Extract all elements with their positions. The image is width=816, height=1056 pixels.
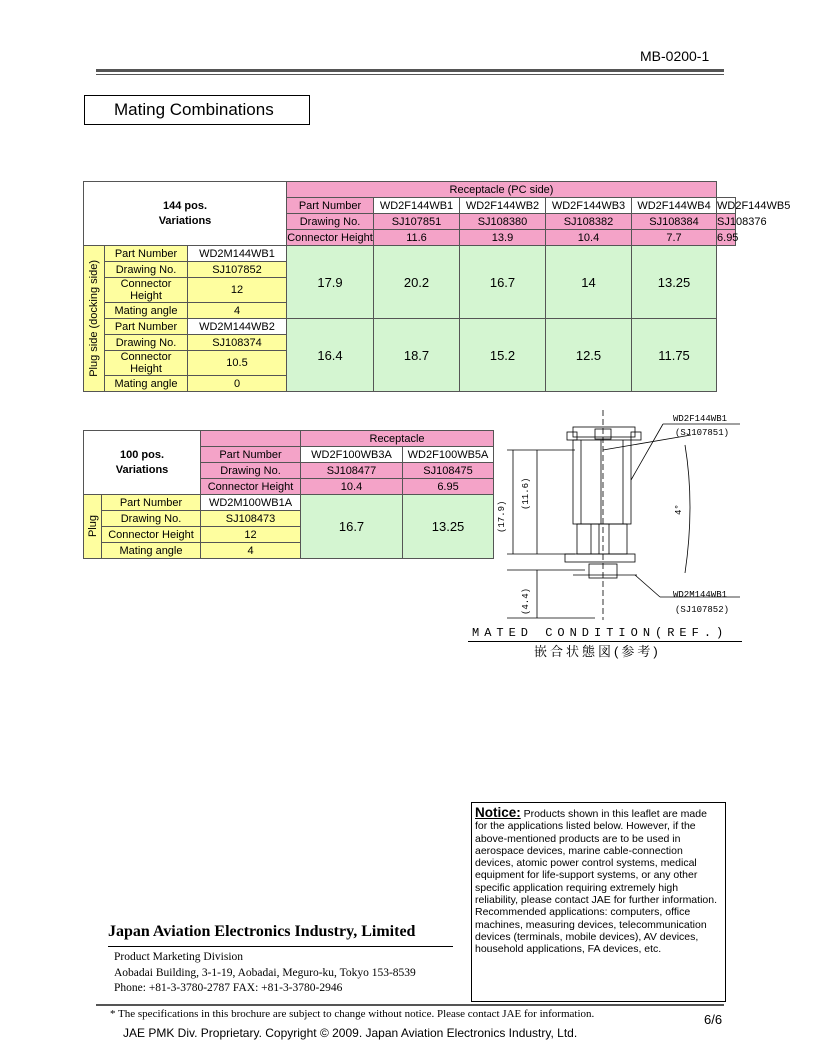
- receptacle-height: 10.4: [301, 479, 403, 495]
- top-drawing-label: (SJ107851): [675, 428, 730, 438]
- angle-arc: [685, 445, 690, 573]
- receptacle-drawing-no: SJ108475: [403, 463, 494, 479]
- plug-row-label: Part Number: [105, 246, 188, 262]
- plug-drawing-no: SJ107852: [188, 262, 287, 278]
- receptacle-part-number: WD2F100WB5A: [403, 447, 494, 463]
- footer-rule: [96, 1004, 724, 1006]
- mated-height: 15.2: [460, 319, 546, 392]
- address: Aobadai Building, 3-1-19, Aobadai, Meguro-ku, Tokyo 153-8539: [114, 967, 416, 979]
- receptacle-height: 7.7: [632, 230, 717, 246]
- row-label-part-number: Part Number: [201, 447, 301, 463]
- plug-row-label: Drawing No.: [105, 335, 188, 351]
- plug-row-label: Drawing No.: [102, 511, 201, 527]
- company-rule: [108, 946, 453, 947]
- mating-table-144: [83, 181, 791, 392]
- plug-drawing-no: SJ108473: [201, 511, 301, 527]
- dimension-total: (17.9): [497, 500, 507, 533]
- plug-row-label: Drawing No.: [105, 262, 188, 278]
- variations-label: 100 pos. Variations: [115, 448, 169, 476]
- row-label-part-number: Part Number: [287, 198, 374, 214]
- receptacle-drawing-no: SJ108477: [301, 463, 403, 479]
- mated-height: 16.4: [287, 319, 374, 392]
- bottom-part-label: WD2M144WB1: [673, 590, 728, 600]
- variations-label: 144 pos. Variations: [158, 199, 212, 227]
- receptacle-part-number: WD2F144WB5: [717, 199, 791, 212]
- mated-height: 16.7: [460, 246, 546, 319]
- mated-caption-jp: 嵌合状態図(参考): [534, 644, 661, 659]
- header-rule: [96, 69, 724, 72]
- receptacle-flange: [567, 432, 577, 440]
- receptacle-height: 11.6: [374, 230, 460, 246]
- plug-row-label: Connector Height: [102, 527, 201, 543]
- plug-part-number: WD2M100WB1A: [201, 495, 301, 511]
- phone-fax: Phone: +81-3-3780-2787 FAX: +81-3-3780-2946: [114, 982, 343, 994]
- receptacle-height: 10.4: [546, 230, 632, 246]
- plug-height: 12: [201, 527, 301, 543]
- mating-table-100: [83, 430, 494, 559]
- mated-height: 17.9: [287, 246, 374, 319]
- row-label-connector-height: Connector Height: [287, 231, 373, 244]
- dimension-lower: (4.4): [521, 587, 531, 615]
- receptacle-header: Receptacle: [301, 431, 494, 447]
- variations-cell: [84, 431, 201, 495]
- receptacle-part-number: WD2F144WB2: [460, 198, 546, 214]
- plug-drawing-no: SJ108374: [188, 335, 287, 351]
- receptacle-drawing-no: SJ108376: [717, 215, 767, 228]
- mated-height: 11.75: [632, 319, 717, 392]
- plug-label: Plug: [86, 515, 99, 538]
- variations-cell: [84, 182, 287, 246]
- angle-label: 4°: [674, 504, 684, 515]
- plug-part-number: WD2M144WB2: [188, 319, 287, 335]
- plug-row-label: Mating angle: [102, 543, 201, 559]
- mated-height: 12.5: [546, 319, 632, 392]
- row-label-drawing-no: Drawing No.: [287, 214, 374, 230]
- receptacle-part-number: WD2F144WB1: [374, 198, 460, 214]
- receptacle-flange: [631, 432, 641, 440]
- receptacle-drawing-no: SJ108380: [460, 214, 546, 230]
- notice-heading: Notice:: [475, 805, 521, 820]
- company-name: Japan Aviation Electronics Industry, Limited: [108, 923, 416, 940]
- plug-row-label: Part Number: [102, 495, 201, 511]
- section-title: Mating Combinations: [84, 95, 310, 125]
- pcb-board: [565, 554, 635, 562]
- plug-angle: 4: [201, 543, 301, 559]
- plug-side-label-cell: [84, 246, 105, 392]
- mated-height: 16.7: [301, 495, 403, 559]
- division: Product Marketing Division: [114, 951, 244, 963]
- plug-body: [577, 524, 627, 554]
- receptacle-part-number: WD2F144WB3: [546, 198, 632, 214]
- receptacle-part-number: WD2F144WB4: [632, 198, 717, 214]
- receptacle-drawing-no: SJ107851: [374, 214, 460, 230]
- mated-condition-drawing: [495, 405, 755, 625]
- plug-label-cell: [84, 495, 102, 559]
- mated-height: 20.2: [374, 246, 460, 319]
- plug-row-label: Connector Height: [105, 278, 188, 303]
- receptacle-drawing-no: SJ108384: [632, 214, 717, 230]
- recommended-applications: Recommended applications: computers, office machines, measuring devices, telecommunication devices (terminals, mobile devices), AV devices, household applications, FA devices, etc.: [475, 906, 707, 956]
- dimension-upper: (11.6): [521, 477, 531, 510]
- mated-height: 13.25: [403, 495, 494, 559]
- receptacle-flange: [573, 427, 635, 437]
- row-label-connector-height: Connector Height: [201, 479, 301, 495]
- mated-height: 18.7: [374, 319, 460, 392]
- page-number: 6/6: [704, 1012, 723, 1027]
- plug-side-label: Plug side (docking side): [88, 260, 100, 377]
- leader-line: [635, 575, 660, 597]
- plug-row-label: Mating angle: [105, 303, 188, 319]
- top-part-label: WD2F144WB1: [673, 414, 728, 424]
- receptacle-body: [573, 440, 631, 524]
- disclaimer: * The specifications in this brochure are subject to change without notice. Please contact JAE for information.: [110, 1008, 595, 1020]
- plug-height: 12: [188, 278, 287, 303]
- mated-height: 13.25: [632, 246, 717, 319]
- plug-height: 10.5: [188, 351, 287, 376]
- receptacle-height: 6.95: [717, 231, 739, 244]
- plug-angle: 0: [188, 376, 287, 392]
- receptacle-height: 13.9: [460, 230, 546, 246]
- notice-box: [471, 802, 726, 1002]
- receptacle-part-number: WD2F100WB3A: [301, 447, 403, 463]
- notice-text: Products shown in this leaflet are made for the applications listed below. However, if the above-mentioned products are to be used in aerospace devices, marine cable-connection devices, atomic power control systems, medical equipment for life-support systems, or any other specific application requiring extremely high reliability, please contact JAE for further information.: [475, 808, 717, 907]
- plug-row-label: Part Number: [105, 319, 188, 335]
- mated-height: 14: [546, 246, 632, 319]
- plug-angle: 4: [188, 303, 287, 319]
- bottom-drawing-label: (SJ107852): [675, 605, 730, 615]
- header-blank: [201, 431, 301, 447]
- plug-row-label: Mating angle: [105, 376, 188, 392]
- plug-part-number: WD2M144WB1: [188, 246, 287, 262]
- plug-row-label: Connector Height: [105, 351, 188, 376]
- document-id: MB-0200-1: [640, 48, 710, 64]
- receptacle-drawing-no: SJ108382: [546, 214, 632, 230]
- copyright: JAE PMK Div. Proprietary. Copyright © 2009. Japan Aviation Electronics Industry, Ltd.: [123, 1026, 578, 1040]
- row-label-drawing-no: Drawing No.: [201, 463, 301, 479]
- header-rule-thin: [96, 74, 724, 75]
- receptacle-header: Receptacle (PC side): [287, 182, 717, 198]
- mated-caption-en: MATED CONDITION(REF.): [472, 626, 729, 640]
- receptacle-height: 6.95: [403, 479, 494, 495]
